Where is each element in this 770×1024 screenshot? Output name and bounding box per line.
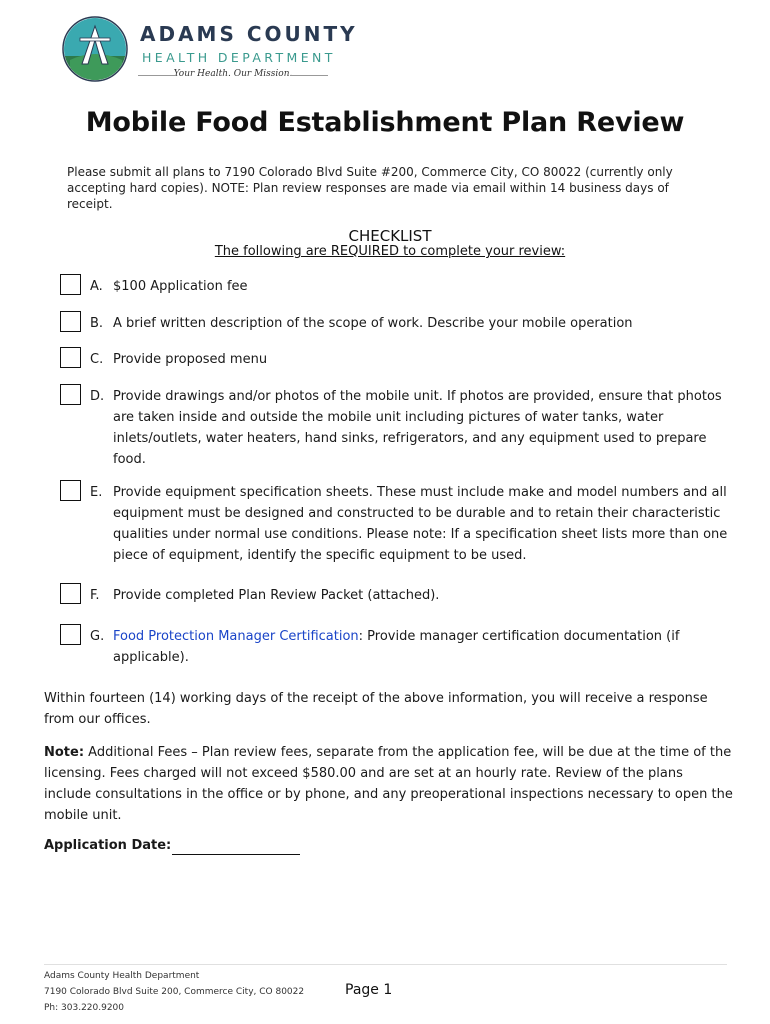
response-note: Within fourteen (14) working days of the receipt of the above information, you will receive a response from our offices. xyxy=(44,691,708,727)
checkbox-f[interactable] xyxy=(60,583,81,604)
item-text: Provide completed Plan Review Packet (attached). xyxy=(113,588,440,603)
item-text: Provide drawings and/or photos of the mobile unit. If photos are provided, ensure that photos are taken inside and outside the mobile unit including pictures of water tanks, water inlets/outlets, water heaters, hand sinks, refrigerators, and any equipment used to prepare food. xyxy=(113,389,722,467)
intro-text: Please submit all plans to 7190 Colorado Blvd Suite #200, Commerce City, CO 80022 (currently only accepting hard copies). NOTE: Plan review responses are made via email within 14 business days of receipt. xyxy=(67,165,673,211)
checkbox-d[interactable] xyxy=(60,384,81,405)
item-text: Provide proposed menu xyxy=(113,352,268,367)
checkbox-c[interactable] xyxy=(60,347,81,368)
logo xyxy=(62,16,358,88)
fees-note xyxy=(44,742,734,826)
food-protection-certification-link[interactable]: Food Protection Manager Certification xyxy=(113,629,359,644)
page-title: Mobile Food Establishment Plan Review xyxy=(85,107,685,138)
page-number: Page 1 xyxy=(345,982,393,998)
application-date-label: Application Date: xyxy=(44,838,172,853)
item-letter: B. xyxy=(90,316,104,331)
item-letter: C. xyxy=(90,352,104,367)
item-text xyxy=(113,626,729,668)
checklist-required-note: The following are REQUIRED to complete your review: xyxy=(214,244,566,259)
fees-note-label: Note: xyxy=(44,745,85,760)
county-logo-icon xyxy=(62,16,128,82)
checkbox-e[interactable] xyxy=(60,480,81,501)
logo-county-name: ADAMS COUNTY xyxy=(140,22,358,46)
item-letter: D. xyxy=(90,389,105,404)
item-letter: E. xyxy=(90,485,103,500)
application-date-field[interactable] xyxy=(172,854,300,855)
checklist-heading: CHECKLIST xyxy=(348,227,432,245)
footer-phone: Ph: 303.220.9200 xyxy=(44,1003,125,1013)
footer-address: 7190 Colorado Blvd Suite 200, Commerce City, CO 80022 xyxy=(44,987,305,997)
checkbox-a[interactable] xyxy=(60,274,81,295)
item-text-rest: : Provide manager certification documentation (if applicable). xyxy=(113,629,680,665)
footer-contact xyxy=(44,968,304,1016)
item-text: $100 Application fee xyxy=(113,279,248,294)
item-letter: G. xyxy=(90,629,105,644)
item-letter: A. xyxy=(90,279,103,294)
checkbox-b[interactable] xyxy=(60,311,81,332)
footer-org: Adams County Health Department xyxy=(44,971,200,981)
logo-department-name: HEALTH DEPARTMENT xyxy=(142,50,336,65)
item-letter: F. xyxy=(90,588,100,603)
footer-divider xyxy=(44,964,727,965)
logo-tagline: Your Health. Our Mission. xyxy=(136,69,330,79)
checkbox-g[interactable] xyxy=(60,624,81,645)
fees-note-text: Additional Fees – Plan review fees, separate from the application fee, will be due at the time of the licensing. Fees charged will not exceed $580.00 and are set at an hourly rate. Review of the plans include consultations in the office or by phone, and any preoperational inspections necessary to open the mobile unit. xyxy=(44,745,733,823)
item-text: A brief written description of the scope of work. Describe your mobile operation xyxy=(113,316,633,331)
item-text: Provide equipment specification sheets. These must include make and model numbers and all equipment must be designed and constructed to be durable and to retain their characteristic qualities under normal use conditions. Please note: If a specification sheet lists more than one piece of equipment, identify the specific equipment to be used. xyxy=(113,485,728,563)
